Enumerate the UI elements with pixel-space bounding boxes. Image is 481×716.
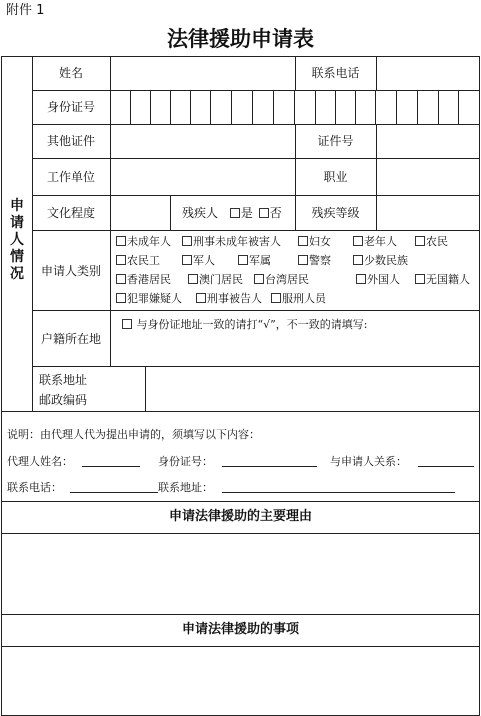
category-macao-resident[interactable]: 澳门居民 [188, 273, 243, 286]
agent-name-label: 代理人姓名： [7, 455, 73, 468]
agent-name-line[interactable] [82, 466, 140, 467]
cert-no-label: 证件号 [317, 134, 354, 148]
category-woman[interactable]: 妇女 [298, 235, 331, 248]
category-ethnic-minority[interactable]: 少数民族 [353, 254, 408, 267]
education-label: 文化程度 [46, 206, 95, 220]
category-elderly[interactable]: 老年人 [353, 235, 397, 248]
address-label: 联系地址 [39, 373, 88, 387]
category-soldier[interactable]: 军人 [182, 254, 215, 267]
form-title: 法律援助申请表 [167, 26, 314, 51]
work-unit-label: 工作单位 [46, 170, 95, 184]
disabled-field: 残疾人 是 否 [182, 206, 282, 220]
household-label: 户籍所在地 [40, 332, 101, 346]
matter-header: 申请法律援助的事项 [181, 622, 299, 637]
agent-address-line[interactable] [222, 492, 455, 493]
category-hk-resident[interactable]: 香港居民 [116, 273, 171, 286]
phone-label: 联系电话 [311, 66, 360, 80]
reason-header: 申请法律援助的主要理由 [168, 509, 312, 524]
disabled-yes-checkbox[interactable] [230, 208, 240, 218]
category-suspect[interactable]: 犯罪嫌疑人 [116, 292, 182, 305]
category-stateless[interactable]: 无国籍人 [415, 273, 470, 286]
agent-id-line[interactable] [222, 466, 317, 467]
category-police[interactable]: 警察 [298, 254, 331, 267]
category-military-family[interactable]: 军属 [238, 254, 271, 267]
category-prisoner[interactable]: 服刑人员 [271, 292, 326, 305]
name-label: 姓名 [58, 66, 83, 80]
category-foreigner[interactable]: 外国人 [356, 273, 400, 286]
category-minor[interactable]: 未成年人 [116, 235, 171, 248]
disabled-no-checkbox[interactable] [259, 208, 269, 218]
category-farmer[interactable]: 农民 [415, 235, 448, 248]
other-cert-label: 其他证件 [46, 134, 95, 148]
agent-phone-line[interactable] [70, 492, 158, 493]
category-migrant-worker[interactable]: 农民工 [116, 254, 160, 267]
category-juvenile-victim[interactable]: 刑事未成年被害人 [182, 235, 281, 248]
category-taiwan-resident[interactable]: 台湾居民 [254, 273, 309, 286]
section-label: 申请人情况 [10, 198, 24, 282]
disability-level-label: 残疾等级 [311, 206, 360, 220]
postcode-label: 邮政编码 [39, 393, 88, 407]
agent-relation-label: 与申请人关系： [330, 455, 407, 468]
occupation-label: 职业 [323, 170, 348, 184]
agent-address-label: 联系地址： [158, 481, 213, 494]
id-number-label: 身份证号 [46, 100, 95, 114]
agent-phone-label: 联系电话： [7, 481, 62, 494]
household-note: 与身份证地址一致的请打“√”，不一致的请填写: [122, 318, 367, 332]
agent-note: 说明：由代理人代为提出申请的，须填写以下内容： [7, 428, 260, 441]
household-same-checkbox[interactable] [122, 319, 132, 329]
agent-relation-line[interactable] [418, 466, 474, 467]
attachment-label: 附件 1 [6, 3, 45, 18]
applicant-type-label: 申请人类别 [40, 264, 101, 278]
category-defendant[interactable]: 刑事被告人 [196, 292, 262, 305]
agent-id-label: 身份证号： [158, 455, 213, 468]
